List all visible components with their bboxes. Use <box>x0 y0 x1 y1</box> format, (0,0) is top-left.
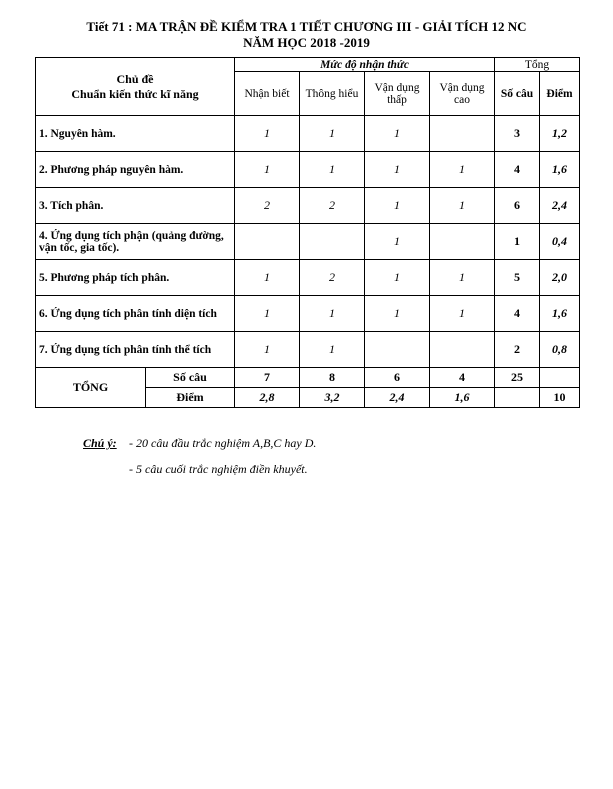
th-cell: 2 <box>300 260 365 296</box>
topic-cell: 1. Nguyên hàm. <box>36 116 235 152</box>
total-nb-diem: 2,8 <box>235 388 300 408</box>
th-cell: 1 <box>300 332 365 368</box>
vdc-cell <box>430 116 495 152</box>
col-header-van-dung-cao: Vận dụng cao <box>430 72 495 116</box>
grand-total-diem: 10 <box>540 388 580 408</box>
so-cau-cell: 4 <box>495 152 540 188</box>
so-cau-cell: 6 <box>495 188 540 224</box>
table-row <box>36 332 580 368</box>
vdt-cell: 1 <box>365 260 430 296</box>
note-line2: - 5 câu cuối trắc nghiệm điền khuyết. <box>129 462 308 476</box>
total-th-so-cau: 8 <box>300 368 365 388</box>
so-cau-cell: 5 <box>495 260 540 296</box>
vdt-cell: 1 <box>365 152 430 188</box>
vdc-cell: 1 <box>430 260 495 296</box>
topic-header-cell <box>36 58 235 116</box>
th-cell <box>300 224 365 260</box>
diem-cell: 0,4 <box>540 224 580 260</box>
nb-cell: 2 <box>235 188 300 224</box>
doc-title-line2: NĂM HỌC 2018 -2019 <box>243 35 370 50</box>
vdt-cell: 1 <box>365 224 430 260</box>
total-nb-so-cau: 7 <box>235 368 300 388</box>
table-row <box>36 224 580 260</box>
table-row <box>36 260 580 296</box>
table-row <box>36 188 580 224</box>
th-cell: 1 <box>300 116 365 152</box>
diem-cell: 1,6 <box>540 296 580 332</box>
vdc-cell <box>430 224 495 260</box>
nb-cell <box>235 224 300 260</box>
total-diem-label: Điểm <box>146 388 235 408</box>
nb-cell: 1 <box>235 152 300 188</box>
so-cau-cell: 2 <box>495 332 540 368</box>
vdt-cell: 1 <box>365 296 430 332</box>
note-label: Chú ý: <box>83 436 117 450</box>
topic-header-line2: Chuẩn kiến thức kĩ năng <box>71 86 199 101</box>
table-row <box>36 116 580 152</box>
nb-cell: 1 <box>235 260 300 296</box>
col-header-so-cau: Số câu <box>495 72 540 116</box>
level-group-header: Mức độ nhận thức <box>235 58 495 72</box>
so-cau-cell: 1 <box>495 224 540 260</box>
total-vdt-diem: 2,4 <box>365 388 430 408</box>
so-cau-cell: 4 <box>495 296 540 332</box>
topic-header-line1: Chủ đề <box>116 71 154 86</box>
diem-cell: 2,0 <box>540 260 580 296</box>
vdt-cell: 1 <box>365 188 430 224</box>
vdt-cell <box>365 332 430 368</box>
diem-cell: 1,2 <box>540 116 580 152</box>
topic-cell: 2. Phương pháp nguyên hàm. <box>36 152 235 188</box>
total-group-header: Tổng <box>495 58 580 72</box>
vdc-cell: 1 <box>430 188 495 224</box>
total-row-so-cau <box>36 368 580 388</box>
nb-cell: 1 <box>235 332 300 368</box>
topic-cell: 4. Ứng dụng tích phận (quảng đường, vận tốc, gia tốc). <box>36 224 235 260</box>
doc-title-line1: Tiết 71 : MA TRẬN ĐỀ KIỂM TRA 1 TIẾT CHƯƠNG III - GIẢI TÍCH 12 NC <box>86 19 527 34</box>
total-so-cau-label: Số câu <box>146 368 235 388</box>
vdt-cell: 1 <box>365 116 430 152</box>
vdc-cell: 1 <box>430 152 495 188</box>
total-label: TỔNG <box>36 368 146 408</box>
th-cell: 1 <box>300 296 365 332</box>
topic-cell: 5. Phương pháp tích phân. <box>36 260 235 296</box>
col-header-nhan-biet: Nhận biết <box>235 72 300 116</box>
vdc-cell: 1 <box>430 296 495 332</box>
total-vdc-so-cau: 4 <box>430 368 495 388</box>
total-vdc-diem: 1,6 <box>430 388 495 408</box>
col-header-diem: Điểm <box>540 72 580 116</box>
grand-total-so-cau: 25 <box>495 368 540 388</box>
nb-cell: 1 <box>235 296 300 332</box>
grand-total-so-cau-diem <box>540 368 580 388</box>
col-header-thong-hieu: Thông hiểu <box>300 72 365 116</box>
th-cell: 1 <box>300 152 365 188</box>
diem-cell: 0,8 <box>540 332 580 368</box>
topic-cell: 6. Ứng dụng tích phân tính diện tích <box>36 296 235 332</box>
table-row <box>36 152 580 188</box>
table-row <box>36 296 580 332</box>
col-header-van-dung-thap: Vận dụng thấp <box>365 72 430 116</box>
vdc-cell <box>430 332 495 368</box>
total-vdt-so-cau: 6 <box>365 368 430 388</box>
topic-cell: 3. Tích phân. <box>36 188 235 224</box>
note-line1: - 20 câu đầu trắc nghiệm A,B,C hay D. <box>129 436 317 450</box>
total-th-diem: 3,2 <box>300 388 365 408</box>
so-cau-cell: 3 <box>495 116 540 152</box>
nb-cell: 1 <box>235 116 300 152</box>
diem-cell: 2,4 <box>540 188 580 224</box>
exam-matrix-table <box>35 57 580 408</box>
topic-cell: 7. Ứng dụng tích phân tính thể tích <box>36 332 235 368</box>
diem-cell: 1,6 <box>540 152 580 188</box>
grand-total-diem-count <box>495 388 540 408</box>
th-cell: 2 <box>300 188 365 224</box>
